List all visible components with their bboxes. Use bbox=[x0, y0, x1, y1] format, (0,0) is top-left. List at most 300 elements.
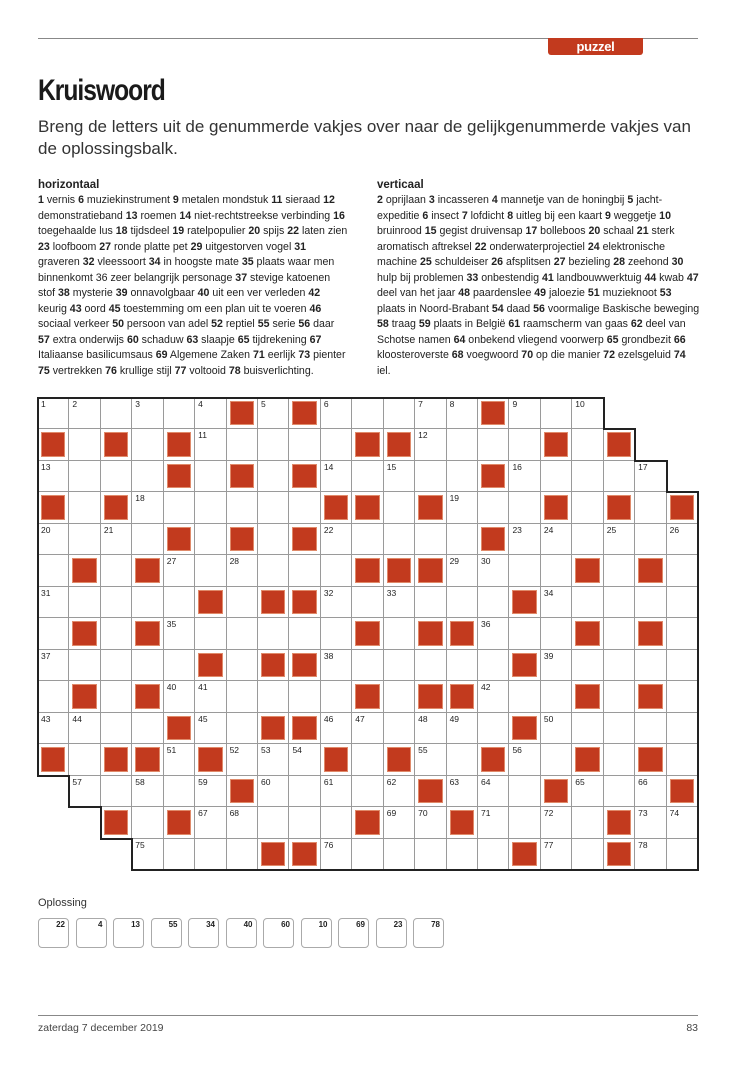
grid-cell[interactable] bbox=[384, 807, 415, 838]
grid-cell[interactable] bbox=[227, 587, 258, 618]
grid-cell[interactable] bbox=[164, 650, 195, 681]
cell-number: 75 bbox=[135, 839, 145, 850]
grid-cell[interactable] bbox=[227, 807, 258, 838]
grid-cell[interactable] bbox=[509, 776, 540, 807]
grid-cell[interactable] bbox=[38, 461, 69, 492]
grid-cell[interactable] bbox=[321, 524, 352, 555]
clue-text: muziekinstrument bbox=[83, 194, 173, 206]
grid-cell[interactable] bbox=[38, 398, 69, 429]
clue-number: 52 bbox=[211, 318, 223, 330]
solution-box-number: 22 bbox=[56, 920, 65, 929]
clue-text: bruinrood bbox=[377, 225, 425, 237]
grid-cell[interactable] bbox=[101, 587, 132, 618]
grid-cell[interactable] bbox=[132, 429, 163, 460]
grid-cell[interactable] bbox=[38, 713, 69, 744]
grid-cell[interactable] bbox=[101, 524, 132, 555]
grid-cell[interactable] bbox=[509, 524, 540, 555]
grid-cell[interactable] bbox=[195, 807, 226, 838]
grid-cell[interactable] bbox=[541, 744, 572, 775]
solution-box[interactable] bbox=[113, 918, 144, 948]
grid-cell[interactable] bbox=[541, 839, 572, 870]
grid-cell[interactable] bbox=[352, 524, 383, 555]
grid-cell[interactable] bbox=[415, 807, 446, 838]
black-cell bbox=[604, 492, 635, 523]
grid-cell[interactable] bbox=[132, 461, 163, 492]
grid-cell[interactable] bbox=[415, 524, 446, 555]
grid-cell[interactable] bbox=[227, 713, 258, 744]
grid-cell[interactable] bbox=[132, 587, 163, 618]
grid-cell[interactable] bbox=[289, 807, 320, 838]
cell-number: 69 bbox=[386, 808, 397, 819]
grid-cell[interactable] bbox=[352, 461, 383, 492]
grid-cell[interactable] bbox=[667, 524, 698, 555]
solution-box[interactable] bbox=[188, 918, 219, 948]
clue-text: lofdicht bbox=[467, 209, 508, 222]
grid-cell[interactable] bbox=[69, 429, 100, 460]
grid-cell[interactable] bbox=[447, 429, 478, 460]
grid-cell[interactable] bbox=[321, 398, 352, 429]
grid-cell[interactable] bbox=[258, 555, 289, 586]
grid-cell[interactable] bbox=[258, 776, 289, 807]
grid-cell[interactable] bbox=[38, 587, 69, 618]
black-cell bbox=[289, 524, 320, 555]
grid-cell[interactable] bbox=[38, 524, 69, 555]
grid-cell[interactable] bbox=[635, 587, 666, 618]
clue-text: jaloezie bbox=[546, 287, 588, 299]
clue-text: sieraad bbox=[282, 194, 324, 206]
cell-number: 48 bbox=[418, 713, 428, 724]
black-cell bbox=[289, 461, 320, 492]
grid-cell[interactable] bbox=[321, 713, 352, 744]
grid-cell[interactable] bbox=[541, 681, 572, 712]
grid-cell[interactable] bbox=[541, 587, 572, 618]
grid-cell[interactable] bbox=[604, 524, 635, 555]
grid-cell[interactable] bbox=[572, 807, 603, 838]
solution-box[interactable] bbox=[263, 918, 294, 948]
cell-number: 76 bbox=[323, 839, 334, 850]
clue-text: toestemming om een plan uit te voeren bbox=[120, 302, 310, 315]
grid-cell[interactable] bbox=[415, 398, 446, 429]
grid-cell[interactable] bbox=[258, 524, 289, 555]
clue-number: 70 bbox=[521, 349, 534, 361]
grid-cell[interactable] bbox=[69, 776, 100, 807]
clue-number: 71 bbox=[252, 349, 265, 361]
grid-cell[interactable] bbox=[384, 650, 415, 681]
grid-cell[interactable] bbox=[509, 398, 540, 429]
black-cell bbox=[447, 807, 478, 838]
grid-border bbox=[163, 397, 196, 399]
grid-cell[interactable] bbox=[195, 839, 226, 870]
grid-cell[interactable] bbox=[604, 650, 635, 681]
clues-horizontal bbox=[38, 178, 348, 379]
solution-box-number: 69 bbox=[356, 920, 365, 929]
grid-cell[interactable] bbox=[509, 555, 540, 586]
grid-cell[interactable] bbox=[38, 618, 69, 649]
black-cell bbox=[384, 744, 415, 775]
grid-cell[interactable] bbox=[384, 776, 415, 807]
grid-cell[interactable] bbox=[541, 650, 572, 681]
grid-cell[interactable] bbox=[258, 807, 289, 838]
grid-cell[interactable] bbox=[604, 555, 635, 586]
grid-cell[interactable] bbox=[132, 650, 163, 681]
black-cell bbox=[195, 650, 226, 681]
solution-box[interactable] bbox=[376, 918, 407, 948]
grid-cell[interactable] bbox=[164, 776, 195, 807]
grid-cell[interactable] bbox=[509, 429, 540, 460]
solution-box[interactable] bbox=[151, 918, 182, 948]
grid-cell[interactable] bbox=[258, 681, 289, 712]
clue-number: 61 bbox=[508, 318, 521, 330]
clue-text: schuldeiser bbox=[431, 256, 492, 268]
grid-cell[interactable] bbox=[321, 681, 352, 712]
clue-text: sociaal verkeer bbox=[38, 318, 113, 330]
cell-number: 30 bbox=[481, 556, 491, 567]
grid-cell[interactable] bbox=[572, 461, 603, 492]
grid-cell[interactable] bbox=[101, 398, 132, 429]
black-cell bbox=[352, 492, 383, 523]
grid-cell[interactable] bbox=[572, 398, 603, 429]
grid-cell[interactable] bbox=[101, 650, 132, 681]
grid-cell[interactable] bbox=[415, 587, 446, 618]
grid-cell[interactable] bbox=[132, 776, 163, 807]
grid-cell[interactable] bbox=[164, 492, 195, 523]
grid-cell[interactable] bbox=[604, 461, 635, 492]
grid-cell[interactable] bbox=[352, 776, 383, 807]
grid-cell[interactable] bbox=[509, 807, 540, 838]
grid-cell[interactable] bbox=[572, 839, 603, 870]
grid-cell[interactable] bbox=[321, 776, 352, 807]
clue-text: oord bbox=[81, 302, 109, 315]
black-cell bbox=[258, 587, 289, 618]
black-cell bbox=[321, 744, 352, 775]
solution-box[interactable] bbox=[76, 918, 107, 948]
grid-cell[interactable] bbox=[447, 461, 478, 492]
cell-number: 53 bbox=[261, 745, 271, 756]
black-cell bbox=[572, 555, 603, 586]
grid-cell[interactable] bbox=[258, 461, 289, 492]
clue-number: 38 bbox=[58, 287, 70, 299]
grid-cell[interactable] bbox=[164, 839, 195, 870]
grid-cell[interactable] bbox=[667, 618, 698, 649]
cell-number: 25 bbox=[606, 524, 617, 535]
clue-text: pienter bbox=[310, 349, 346, 361]
grid-cell[interactable] bbox=[604, 618, 635, 649]
grid-cell[interactable] bbox=[38, 555, 69, 586]
grid-cell[interactable] bbox=[352, 650, 383, 681]
grid-border bbox=[477, 397, 510, 399]
grid-cell[interactable] bbox=[415, 713, 446, 744]
grid-cell[interactable] bbox=[572, 587, 603, 618]
grid-cell[interactable] bbox=[478, 618, 509, 649]
grid-cell[interactable] bbox=[258, 618, 289, 649]
grid-cell[interactable] bbox=[321, 839, 352, 870]
grid-border bbox=[320, 397, 353, 399]
grid-cell[interactable] bbox=[352, 744, 383, 775]
grid-cell[interactable] bbox=[101, 681, 132, 712]
grid-cell[interactable] bbox=[227, 650, 258, 681]
grid-cell[interactable] bbox=[69, 461, 100, 492]
grid-cell[interactable] bbox=[352, 839, 383, 870]
grid-cell[interactable] bbox=[101, 618, 132, 649]
grid-cell[interactable] bbox=[258, 492, 289, 523]
grid-cell[interactable] bbox=[572, 429, 603, 460]
cell-number: 17 bbox=[638, 461, 648, 472]
grid-cell[interactable] bbox=[132, 492, 163, 523]
black-cell bbox=[509, 587, 540, 618]
grid-cell[interactable] bbox=[132, 807, 163, 838]
grid-cell[interactable] bbox=[572, 492, 603, 523]
clue-text: bezieling bbox=[565, 256, 614, 268]
grid-cell[interactable] bbox=[289, 492, 320, 523]
grid-cell[interactable] bbox=[415, 839, 446, 870]
grid-cell[interactable] bbox=[321, 429, 352, 460]
grid-cell[interactable] bbox=[195, 681, 226, 712]
grid-cell[interactable] bbox=[321, 807, 352, 838]
grid-cell[interactable] bbox=[289, 744, 320, 775]
grid-cell[interactable] bbox=[195, 776, 226, 807]
grid-cell[interactable] bbox=[321, 618, 352, 649]
clue-number: 42 bbox=[308, 287, 321, 299]
grid-cell[interactable] bbox=[667, 839, 698, 870]
grid-cell[interactable] bbox=[541, 461, 572, 492]
clue-number: 6 bbox=[78, 194, 84, 206]
grid-cell[interactable] bbox=[667, 555, 698, 586]
grid-cell[interactable] bbox=[227, 492, 258, 523]
grid-cell[interactable] bbox=[258, 744, 289, 775]
grid-cell[interactable] bbox=[69, 713, 100, 744]
grid-cell[interactable] bbox=[289, 555, 320, 586]
grid-cell[interactable] bbox=[447, 776, 478, 807]
grid-cell[interactable] bbox=[321, 650, 352, 681]
grid-cell[interactable] bbox=[101, 776, 132, 807]
grid-cell[interactable] bbox=[195, 713, 226, 744]
grid-cell[interactable] bbox=[227, 618, 258, 649]
grid-border bbox=[37, 460, 39, 493]
grid-cell[interactable] bbox=[258, 398, 289, 429]
grid-cell[interactable] bbox=[384, 713, 415, 744]
grid-cell[interactable] bbox=[227, 429, 258, 460]
grid-cell[interactable] bbox=[415, 461, 446, 492]
grid-cell[interactable] bbox=[227, 839, 258, 870]
solution-box[interactable] bbox=[301, 918, 332, 948]
grid-cell[interactable] bbox=[101, 461, 132, 492]
grid-cell[interactable] bbox=[572, 776, 603, 807]
grid-cell[interactable] bbox=[258, 429, 289, 460]
grid-cell[interactable] bbox=[635, 492, 666, 523]
grid-border bbox=[383, 869, 416, 871]
grid-cell[interactable] bbox=[604, 776, 635, 807]
grid-cell[interactable] bbox=[447, 524, 478, 555]
grid-cell[interactable] bbox=[667, 681, 698, 712]
grid-cell[interactable] bbox=[447, 650, 478, 681]
grid-cell[interactable] bbox=[164, 555, 195, 586]
grid-cell[interactable] bbox=[478, 650, 509, 681]
grid-cell[interactable] bbox=[509, 744, 540, 775]
grid-cell[interactable] bbox=[667, 650, 698, 681]
grid-cell[interactable] bbox=[447, 587, 478, 618]
black-cell bbox=[195, 744, 226, 775]
grid-cell[interactable] bbox=[195, 618, 226, 649]
grid-cell[interactable] bbox=[69, 524, 100, 555]
grid-cell[interactable] bbox=[447, 555, 478, 586]
grid-cell[interactable] bbox=[384, 681, 415, 712]
grid-cell[interactable] bbox=[635, 807, 666, 838]
grid-cell[interactable] bbox=[509, 681, 540, 712]
grid-cell[interactable] bbox=[352, 398, 383, 429]
clue-number: 4 bbox=[491, 194, 498, 206]
grid-cell[interactable] bbox=[69, 744, 100, 775]
grid-cell[interactable] bbox=[478, 587, 509, 618]
grid-cell[interactable] bbox=[478, 776, 509, 807]
grid-cell[interactable] bbox=[384, 461, 415, 492]
cell-number: 22 bbox=[323, 524, 334, 535]
grid-cell[interactable] bbox=[227, 555, 258, 586]
grid-cell[interactable] bbox=[384, 524, 415, 555]
cell-number: 26 bbox=[669, 524, 680, 535]
grid-cell[interactable] bbox=[635, 776, 666, 807]
grid-cell[interactable] bbox=[541, 618, 572, 649]
clue-text: jacht-expeditie bbox=[377, 194, 663, 222]
clue-text: eerlijk bbox=[264, 349, 299, 361]
grid-cell[interactable] bbox=[195, 429, 226, 460]
grid-cell[interactable] bbox=[415, 744, 446, 775]
grid-cell[interactable] bbox=[227, 744, 258, 775]
grid-cell[interactable] bbox=[69, 492, 100, 523]
grid-cell[interactable] bbox=[541, 524, 572, 555]
grid-cell[interactable] bbox=[509, 461, 540, 492]
grid-cell[interactable] bbox=[572, 713, 603, 744]
grid-cell[interactable] bbox=[195, 555, 226, 586]
grid-cell[interactable] bbox=[541, 713, 572, 744]
grid-cell[interactable] bbox=[101, 713, 132, 744]
grid-cell[interactable] bbox=[635, 839, 666, 870]
grid-cell[interactable] bbox=[478, 492, 509, 523]
grid-cell[interactable] bbox=[478, 555, 509, 586]
grid-cell[interactable] bbox=[38, 681, 69, 712]
grid-cell[interactable] bbox=[164, 398, 195, 429]
grid-cell[interactable] bbox=[667, 713, 698, 744]
grid-cell[interactable] bbox=[415, 650, 446, 681]
black-cell bbox=[478, 744, 509, 775]
grid-cell[interactable] bbox=[384, 398, 415, 429]
grid-cell[interactable] bbox=[384, 587, 415, 618]
grid-cell[interactable] bbox=[667, 744, 698, 775]
grid-cell[interactable] bbox=[572, 650, 603, 681]
cell-number: 45 bbox=[198, 713, 208, 724]
grid-cell[interactable] bbox=[69, 587, 100, 618]
grid-cell[interactable] bbox=[604, 744, 635, 775]
grid-cell[interactable] bbox=[132, 524, 163, 555]
grid-cell[interactable] bbox=[635, 713, 666, 744]
grid-border bbox=[571, 397, 604, 399]
grid-cell[interactable] bbox=[164, 744, 195, 775]
grid-cell[interactable] bbox=[604, 713, 635, 744]
cell-number: 31 bbox=[41, 587, 51, 598]
grid-cell[interactable] bbox=[69, 398, 100, 429]
grid-cell[interactable] bbox=[69, 650, 100, 681]
grid-cell[interactable] bbox=[132, 839, 163, 870]
grid-cell[interactable] bbox=[289, 776, 320, 807]
grid-cell[interactable] bbox=[447, 839, 478, 870]
grid-cell[interactable] bbox=[38, 650, 69, 681]
grid-cell[interactable] bbox=[635, 524, 666, 555]
solution-box[interactable] bbox=[226, 918, 257, 948]
grid-cell[interactable] bbox=[321, 587, 352, 618]
grid-cell[interactable] bbox=[635, 461, 666, 492]
grid-cell[interactable] bbox=[572, 524, 603, 555]
grid-cell[interactable] bbox=[164, 587, 195, 618]
grid-cell[interactable] bbox=[321, 555, 352, 586]
clue-text: metalen mondstuk bbox=[178, 194, 272, 206]
grid-cell[interactable] bbox=[635, 650, 666, 681]
grid-cell[interactable] bbox=[227, 681, 258, 712]
grid-cell[interactable] bbox=[478, 713, 509, 744]
black-cell bbox=[541, 776, 572, 807]
grid-cell[interactable] bbox=[195, 461, 226, 492]
solution-box[interactable] bbox=[413, 918, 444, 948]
grid-cell[interactable] bbox=[447, 492, 478, 523]
clue-number: 18 bbox=[115, 225, 128, 237]
clue-text: spijs bbox=[260, 225, 288, 237]
black-cell bbox=[635, 744, 666, 775]
grid-cell[interactable] bbox=[384, 839, 415, 870]
clue-number: 75 bbox=[38, 364, 50, 377]
grid-cell[interactable] bbox=[195, 524, 226, 555]
grid-cell[interactable] bbox=[447, 744, 478, 775]
grid-cell[interactable] bbox=[289, 681, 320, 712]
grid-cell[interactable] bbox=[478, 429, 509, 460]
grid-cell[interactable] bbox=[132, 398, 163, 429]
grid-cell[interactable] bbox=[164, 618, 195, 649]
grid-cell[interactable] bbox=[384, 618, 415, 649]
grid-cell[interactable] bbox=[132, 713, 163, 744]
clue-number: 11 bbox=[271, 194, 283, 206]
grid-cell[interactable] bbox=[604, 681, 635, 712]
grid-cell[interactable] bbox=[289, 618, 320, 649]
solution-box[interactable] bbox=[38, 918, 69, 948]
clue-number: 21 bbox=[636, 225, 649, 237]
grid-border bbox=[666, 869, 699, 871]
grid-cell[interactable] bbox=[384, 492, 415, 523]
grid-cell[interactable] bbox=[447, 398, 478, 429]
grid-cell[interactable] bbox=[447, 713, 478, 744]
grid-cell[interactable] bbox=[415, 429, 446, 460]
grid-cell[interactable] bbox=[321, 461, 352, 492]
grid-cell[interactable] bbox=[352, 587, 383, 618]
grid-cell[interactable] bbox=[478, 807, 509, 838]
grid-cell[interactable] bbox=[195, 398, 226, 429]
solution-box[interactable] bbox=[338, 918, 369, 948]
grid-border bbox=[697, 649, 699, 682]
grid-cell[interactable] bbox=[478, 681, 509, 712]
grid-cell[interactable] bbox=[289, 429, 320, 460]
grid-cell[interactable] bbox=[101, 555, 132, 586]
grid-cell[interactable] bbox=[352, 713, 383, 744]
grid-cell[interactable] bbox=[509, 492, 540, 523]
grid-cell[interactable] bbox=[195, 492, 226, 523]
grid-cell[interactable] bbox=[604, 587, 635, 618]
clue-number: 41 bbox=[541, 271, 554, 284]
grid-cell[interactable] bbox=[164, 681, 195, 712]
grid-cell[interactable] bbox=[478, 839, 509, 870]
grid-cell[interactable] bbox=[509, 618, 540, 649]
grid-cell[interactable] bbox=[541, 555, 572, 586]
black-cell bbox=[415, 492, 446, 523]
grid-cell[interactable] bbox=[541, 807, 572, 838]
grid-cell[interactable] bbox=[667, 807, 698, 838]
grid-cell[interactable] bbox=[541, 398, 572, 429]
grid-cell[interactable] bbox=[667, 587, 698, 618]
